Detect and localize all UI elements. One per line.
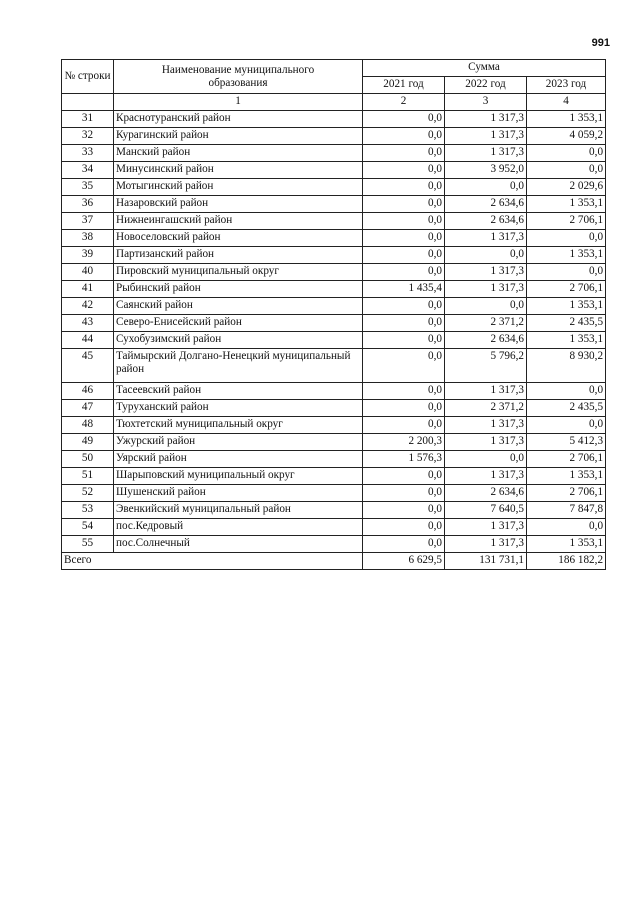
table-row: [62, 230, 606, 247]
total-row: [62, 553, 606, 570]
sum-2022-cell: 2 634,6: [445, 213, 527, 230]
total-label: Всего: [62, 553, 363, 570]
municipality-name-cell: Таймырский Долгано-Ненецкий муниципальный район: [114, 349, 363, 383]
row-number-cell: 36: [62, 196, 114, 213]
sum-2023-cell: 1 353,1: [527, 247, 606, 264]
row-number-cell: 42: [62, 298, 114, 315]
sum-2023-cell: 2 706,1: [527, 213, 606, 230]
table-row: [62, 502, 606, 519]
sum-2023-cell: 1 353,1: [527, 111, 606, 128]
sum-2021-cell: 0,0: [363, 196, 445, 213]
sum-2021-cell: 1 435,4: [363, 281, 445, 298]
header-index-cell: 4: [527, 94, 606, 111]
sum-2023-cell: 1 353,1: [527, 468, 606, 485]
municipality-name-cell: Ужурский район: [114, 434, 363, 451]
sum-2021-cell: 0,0: [363, 179, 445, 196]
sum-2022-cell: 1 317,3: [445, 128, 527, 145]
municipality-name-cell: Шарыповский муниципальный округ: [114, 468, 363, 485]
municipality-name-cell: Тюхтетский муниципальный округ: [114, 417, 363, 434]
municipality-name-cell: Пировский муниципальный округ: [114, 264, 363, 281]
header-year-2021: 2021 год: [363, 77, 445, 94]
row-number-cell: 31: [62, 111, 114, 128]
sum-2022-cell: 1 317,3: [445, 417, 527, 434]
table-row: [62, 417, 606, 434]
table-row: [62, 247, 606, 264]
sum-2023-cell: 1 353,1: [527, 332, 606, 349]
municipality-name-cell: Уярский район: [114, 451, 363, 468]
table-row: [62, 536, 606, 553]
row-number-cell: 47: [62, 400, 114, 417]
municipality-name-cell: Саянский район: [114, 298, 363, 315]
sum-2022-cell: 5 796,2: [445, 349, 527, 383]
sum-2021-cell: 0,0: [363, 383, 445, 400]
sum-2021-cell: 0,0: [363, 111, 445, 128]
row-number-cell: 44: [62, 332, 114, 349]
sum-2022-cell: 1 317,3: [445, 468, 527, 485]
row-number-cell: 37: [62, 213, 114, 230]
row-number-cell: 33: [62, 145, 114, 162]
municipality-name-cell: Северо-Енисейский район: [114, 315, 363, 332]
sum-2023-cell: 0,0: [527, 264, 606, 281]
total-2022-cell: 131 731,1: [445, 553, 527, 570]
sum-2023-cell: 0,0: [527, 162, 606, 179]
row-number-cell: 45: [62, 349, 114, 383]
municipality-name-cell: Туруханский район: [114, 400, 363, 417]
table-row: [62, 434, 606, 451]
sum-2022-cell: 2 634,6: [445, 485, 527, 502]
row-number-cell: 54: [62, 519, 114, 536]
municipality-name-cell: Нижнеингашский район: [114, 213, 363, 230]
sum-2022-cell: 2 371,2: [445, 315, 527, 332]
sum-2023-cell: 5 412,3: [527, 434, 606, 451]
municipality-name-cell: Сухобузимский район: [114, 332, 363, 349]
municipality-name-cell: пос.Кедровый: [114, 519, 363, 536]
sum-2022-cell: 1 317,3: [445, 111, 527, 128]
municipality-name-cell: Тасеевский район: [114, 383, 363, 400]
budget-table: [61, 59, 606, 570]
table-row: [62, 468, 606, 485]
municipality-name-cell: пос.Солнечный: [114, 536, 363, 553]
sum-2022-cell: 3 952,0: [445, 162, 527, 179]
table-row: [62, 264, 606, 281]
total-2021-cell: 6 629,5: [363, 553, 445, 570]
header-year-2023: 2023 год: [527, 77, 606, 94]
sum-2023-cell: 0,0: [527, 383, 606, 400]
sum-2023-cell: 1 353,1: [527, 298, 606, 315]
sum-2022-cell: 2 634,6: [445, 332, 527, 349]
municipality-name-cell: Манский район: [114, 145, 363, 162]
sum-2023-cell: 0,0: [527, 417, 606, 434]
sum-2022-cell: 0,0: [445, 298, 527, 315]
sum-2023-cell: 1 353,1: [527, 196, 606, 213]
table-row: [62, 128, 606, 145]
sum-2021-cell: 0,0: [363, 349, 445, 383]
row-number-cell: 55: [62, 536, 114, 553]
header-sum: Сумма: [363, 60, 606, 77]
header-municipality-name: Наименование муниципального образования: [114, 60, 363, 94]
sum-2023-cell: 8 930,2: [527, 349, 606, 383]
row-number-cell: 41: [62, 281, 114, 298]
sum-2022-cell: 1 317,3: [445, 519, 527, 536]
row-number-cell: 43: [62, 315, 114, 332]
table-row: [62, 298, 606, 315]
header-index-cell: 1: [114, 94, 363, 111]
header-row-number: № строки: [62, 60, 114, 94]
row-number-cell: 40: [62, 264, 114, 281]
sum-2022-cell: 1 317,3: [445, 281, 527, 298]
header-row-top: [62, 60, 606, 77]
header-index-blank: [62, 94, 114, 111]
sum-2021-cell: 0,0: [363, 468, 445, 485]
municipality-name-cell: Минусинский район: [114, 162, 363, 179]
table-row: [62, 162, 606, 179]
municipality-name-cell: Курагинский район: [114, 128, 363, 145]
sum-2023-cell: 4 059,2: [527, 128, 606, 145]
sum-2021-cell: 0,0: [363, 519, 445, 536]
sum-2022-cell: 2 634,6: [445, 196, 527, 213]
total-2023-cell: 186 182,2: [527, 553, 606, 570]
sum-2021-cell: 0,0: [363, 536, 445, 553]
municipality-name-cell: Краснотуранский район: [114, 111, 363, 128]
sum-2022-cell: 7 640,5: [445, 502, 527, 519]
table-row: [62, 145, 606, 162]
municipality-name-cell: Назаровский район: [114, 196, 363, 213]
sum-2022-cell: 2 371,2: [445, 400, 527, 417]
table-row: [62, 451, 606, 468]
header-index-row: [62, 94, 606, 111]
municipality-name-cell: Рыбинский район: [114, 281, 363, 298]
sum-2022-cell: 0,0: [445, 179, 527, 196]
row-number-cell: 53: [62, 502, 114, 519]
sum-2023-cell: 1 353,1: [527, 536, 606, 553]
sum-2022-cell: 1 317,3: [445, 145, 527, 162]
row-number-cell: 51: [62, 468, 114, 485]
row-number-cell: 39: [62, 247, 114, 264]
sum-2023-cell: 2 706,1: [527, 485, 606, 502]
table-row: [62, 281, 606, 298]
sum-2021-cell: 0,0: [363, 264, 445, 281]
table-row: [62, 111, 606, 128]
sum-2021-cell: 0,0: [363, 485, 445, 502]
table-row: [62, 213, 606, 230]
sum-2022-cell: 1 317,3: [445, 230, 527, 247]
header-index-cell: 3: [445, 94, 527, 111]
sum-2023-cell: 0,0: [527, 230, 606, 247]
table-row: [62, 332, 606, 349]
row-number-cell: 52: [62, 485, 114, 502]
sum-2021-cell: 0,0: [363, 315, 445, 332]
header-year-2022: 2022 год: [445, 77, 527, 94]
sum-2021-cell: 0,0: [363, 332, 445, 349]
sum-2023-cell: 0,0: [527, 145, 606, 162]
sum-2022-cell: 1 317,3: [445, 434, 527, 451]
sum-2023-cell: 0,0: [527, 519, 606, 536]
row-number-cell: 35: [62, 179, 114, 196]
municipality-name-cell: Мотыгинский район: [114, 179, 363, 196]
sum-2021-cell: 0,0: [363, 162, 445, 179]
table-row: [62, 349, 606, 383]
table-row: [62, 400, 606, 417]
sum-2023-cell: 2 435,5: [527, 400, 606, 417]
sum-2021-cell: 0,0: [363, 247, 445, 264]
sum-2021-cell: 0,0: [363, 298, 445, 315]
sum-2021-cell: 0,0: [363, 145, 445, 162]
table-row: [62, 383, 606, 400]
row-number-cell: 50: [62, 451, 114, 468]
sum-2023-cell: 2 706,1: [527, 281, 606, 298]
sum-2022-cell: 1 317,3: [445, 264, 527, 281]
municipality-name-cell: Шушенский район: [114, 485, 363, 502]
sum-2023-cell: 7 847,8: [527, 502, 606, 519]
budget-table-body: [62, 60, 606, 570]
sum-2021-cell: 0,0: [363, 417, 445, 434]
sum-2022-cell: 0,0: [445, 451, 527, 468]
table-row: [62, 315, 606, 332]
sum-2021-cell: 0,0: [363, 128, 445, 145]
municipality-name-cell: Эвенкийский муниципальный район: [114, 502, 363, 519]
row-number-cell: 34: [62, 162, 114, 179]
row-number-cell: 38: [62, 230, 114, 247]
row-number-cell: 46: [62, 383, 114, 400]
row-number-cell: 48: [62, 417, 114, 434]
sum-2023-cell: 2 706,1: [527, 451, 606, 468]
sum-2023-cell: 2 435,5: [527, 315, 606, 332]
sum-2023-cell: 2 029,6: [527, 179, 606, 196]
municipality-name-cell: Партизанский район: [114, 247, 363, 264]
page-number: 991: [591, 37, 610, 49]
municipality-name-cell: Новоселовский район: [114, 230, 363, 247]
sum-2021-cell: 2 200,3: [363, 434, 445, 451]
table-row: [62, 485, 606, 502]
row-number-cell: 49: [62, 434, 114, 451]
sum-2021-cell: 0,0: [363, 230, 445, 247]
sum-2021-cell: 0,0: [363, 213, 445, 230]
table-row: [62, 179, 606, 196]
sum-2021-cell: 0,0: [363, 400, 445, 417]
sum-2021-cell: 0,0: [363, 502, 445, 519]
row-number-cell: 32: [62, 128, 114, 145]
sum-2022-cell: 0,0: [445, 247, 527, 264]
sum-2021-cell: 1 576,3: [363, 451, 445, 468]
header-index-cell: 2: [363, 94, 445, 111]
sum-2022-cell: 1 317,3: [445, 383, 527, 400]
sum-2022-cell: 1 317,3: [445, 536, 527, 553]
table-row: [62, 196, 606, 213]
table-row: [62, 519, 606, 536]
